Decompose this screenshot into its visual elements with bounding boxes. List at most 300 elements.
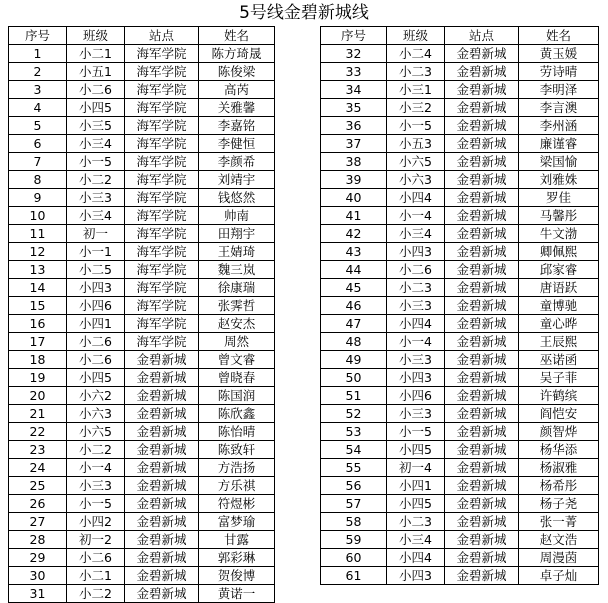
cell-name: 李颜希 (199, 153, 275, 171)
table-row (9, 459, 275, 477)
cell-station: 海军学院 (125, 81, 199, 99)
table-row (9, 477, 275, 495)
cell-number: 56 (321, 477, 387, 495)
cell-name: 方乐祺 (199, 477, 275, 495)
cell-station: 海军学院 (125, 333, 199, 351)
table-row (9, 531, 275, 549)
cell-number: 12 (9, 243, 67, 261)
cell-number: 54 (321, 441, 387, 459)
cell-class: 小六2 (67, 387, 125, 405)
cell-station: 金碧新城 (445, 567, 519, 585)
cell-number: 39 (321, 171, 387, 189)
cell-class: 小三3 (387, 351, 445, 369)
cell-number: 25 (9, 477, 67, 495)
table-row (321, 153, 599, 171)
cell-class: 小二2 (67, 585, 125, 603)
cell-station: 海军学院 (125, 45, 199, 63)
cell-number: 3 (9, 81, 67, 99)
cell-class: 小一4 (387, 207, 445, 225)
cell-name: 王辰熙 (519, 333, 599, 351)
cell-station: 金碧新城 (445, 423, 519, 441)
cell-class: 小二5 (67, 261, 125, 279)
cell-class: 初一 (67, 225, 125, 243)
cell-number: 26 (9, 495, 67, 513)
table-row (321, 63, 599, 81)
cell-number: 13 (9, 261, 67, 279)
cell-station: 金碧新城 (445, 63, 519, 81)
cell-name: 张一菁 (519, 513, 599, 531)
cell-station: 金碧新城 (445, 297, 519, 315)
cell-number: 51 (321, 387, 387, 405)
cell-class: 小四6 (67, 297, 125, 315)
cell-name: 李言澳 (519, 99, 599, 117)
cell-station: 海军学院 (125, 225, 199, 243)
cell-station: 金碧新城 (445, 243, 519, 261)
cell-number: 15 (9, 297, 67, 315)
table-row (9, 99, 275, 117)
cell-class: 小三4 (67, 135, 125, 153)
cell-station: 海军学院 (125, 261, 199, 279)
cell-name: 关雅馨 (199, 99, 275, 117)
cell-class: 小四4 (387, 315, 445, 333)
cell-class: 小四3 (387, 369, 445, 387)
table-row (9, 207, 275, 225)
cell-class: 小三1 (387, 81, 445, 99)
cell-station: 金碧新城 (125, 585, 199, 603)
cell-class: 小六3 (387, 171, 445, 189)
cell-station: 金碧新城 (445, 225, 519, 243)
cell-class: 小四5 (67, 369, 125, 387)
cell-class: 小一1 (67, 243, 125, 261)
cell-class: 小二3 (387, 279, 445, 297)
cell-name: 陈欣鑫 (199, 405, 275, 423)
cell-name: 许鹤缤 (519, 387, 599, 405)
cell-class: 小三3 (387, 297, 445, 315)
cell-station: 金碧新城 (445, 117, 519, 135)
cell-name: 钱悠然 (199, 189, 275, 207)
cell-name: 劳诗晴 (519, 63, 599, 81)
cell-station: 金碧新城 (445, 333, 519, 351)
cell-class: 小一4 (67, 459, 125, 477)
cell-class: 小二1 (67, 45, 125, 63)
cell-station: 金碧新城 (125, 459, 199, 477)
table-row (9, 153, 275, 171)
cell-number: 40 (321, 189, 387, 207)
cell-number: 42 (321, 225, 387, 243)
table-row (321, 117, 599, 135)
cell-station: 金碧新城 (125, 531, 199, 549)
cell-station: 金碧新城 (445, 549, 519, 567)
cell-station: 海军学院 (125, 171, 199, 189)
table-row (9, 45, 275, 63)
cell-station: 金碧新城 (445, 405, 519, 423)
cell-name: 卿佩熙 (519, 243, 599, 261)
cell-name: 卓子灿 (519, 567, 599, 585)
cell-station: 海军学院 (125, 63, 199, 81)
cell-number: 7 (9, 153, 67, 171)
cell-station: 金碧新城 (445, 495, 519, 513)
cell-class: 小一4 (387, 333, 445, 351)
cell-station: 金碧新城 (445, 153, 519, 171)
table-row (9, 243, 275, 261)
cell-station: 金碧新城 (125, 477, 199, 495)
cell-station: 海军学院 (125, 135, 199, 153)
cell-name: 田翔宇 (199, 225, 275, 243)
cell-name: 赵安杰 (199, 315, 275, 333)
cell-class: 小二6 (67, 351, 125, 369)
cell-name: 陈国润 (199, 387, 275, 405)
table-row (9, 81, 275, 99)
cell-station: 金碧新城 (445, 387, 519, 405)
roster-table-left (8, 26, 275, 603)
table-row (321, 225, 599, 243)
table-row (321, 135, 599, 153)
cell-name: 周漫茵 (519, 549, 599, 567)
cell-station: 金碧新城 (445, 45, 519, 63)
cell-name: 杨淑雅 (519, 459, 599, 477)
cell-class: 小一5 (67, 153, 125, 171)
cell-name: 李州涵 (519, 117, 599, 135)
table-row (321, 171, 599, 189)
cell-name: 甘露 (199, 531, 275, 549)
cell-class: 小三3 (67, 189, 125, 207)
cell-name: 魏三岚 (199, 261, 275, 279)
cell-number: 9 (9, 189, 67, 207)
cell-name: 李明泽 (519, 81, 599, 99)
cell-number: 32 (321, 45, 387, 63)
cell-number: 2 (9, 63, 67, 81)
cell-class: 小三5 (67, 117, 125, 135)
cell-name: 黄玉媛 (519, 45, 599, 63)
cell-class: 小四2 (67, 513, 125, 531)
cell-number: 60 (321, 549, 387, 567)
cell-name: 陈俊梁 (199, 63, 275, 81)
cell-station: 海军学院 (125, 99, 199, 117)
cell-number: 17 (9, 333, 67, 351)
cell-number: 23 (9, 441, 67, 459)
header-class: 班级 (67, 27, 125, 45)
cell-class: 小六5 (67, 423, 125, 441)
table-row (321, 513, 599, 531)
cell-number: 45 (321, 279, 387, 297)
cell-class: 小三4 (387, 225, 445, 243)
cell-station: 海军学院 (125, 315, 199, 333)
cell-number: 21 (9, 405, 67, 423)
cell-station: 金碧新城 (125, 351, 199, 369)
cell-station: 海军学院 (125, 117, 199, 135)
table-row (9, 513, 275, 531)
cell-class: 小三4 (67, 207, 125, 225)
table-row (9, 567, 275, 585)
cell-name: 方浩扬 (199, 459, 275, 477)
cell-class: 小四5 (387, 441, 445, 459)
table-row (9, 171, 275, 189)
table-row (321, 279, 599, 297)
cell-number: 46 (321, 297, 387, 315)
cell-name: 杨子尧 (519, 495, 599, 513)
cell-station: 海军学院 (125, 153, 199, 171)
cell-class: 小四4 (387, 549, 445, 567)
cell-station: 金碧新城 (125, 513, 199, 531)
cell-name: 曾文睿 (199, 351, 275, 369)
table-row (321, 387, 599, 405)
cell-number: 58 (321, 513, 387, 531)
table-row (321, 297, 599, 315)
cell-number: 34 (321, 81, 387, 99)
cell-number: 44 (321, 261, 387, 279)
cell-number: 49 (321, 351, 387, 369)
cell-name: 陈致轩 (199, 441, 275, 459)
table-row (321, 189, 599, 207)
cell-class: 小四1 (67, 315, 125, 333)
table-row (321, 315, 599, 333)
cell-station: 金碧新城 (125, 495, 199, 513)
cell-number: 5 (9, 117, 67, 135)
cell-station: 金碧新城 (445, 279, 519, 297)
cell-number: 29 (9, 549, 67, 567)
header-number: 序号 (321, 27, 387, 45)
cell-name: 陈怡晴 (199, 423, 275, 441)
table-row (321, 261, 599, 279)
table-row (321, 549, 599, 567)
table-row (321, 81, 599, 99)
table-row (9, 351, 275, 369)
cell-name: 巫诺函 (519, 351, 599, 369)
cell-class: 小五1 (67, 63, 125, 81)
cell-name: 高芮 (199, 81, 275, 99)
cell-station: 金碧新城 (445, 441, 519, 459)
cell-number: 20 (9, 387, 67, 405)
cell-station: 海军学院 (125, 207, 199, 225)
cell-class: 小四3 (387, 567, 445, 585)
table-row (9, 63, 275, 81)
table-row (321, 333, 599, 351)
cell-class: 小四6 (387, 387, 445, 405)
cell-class: 小四5 (67, 99, 125, 117)
cell-number: 35 (321, 99, 387, 117)
table-row (9, 117, 275, 135)
cell-name: 陈方琦晟 (199, 45, 275, 63)
cell-station: 金碧新城 (125, 567, 199, 585)
cell-station: 金碧新城 (445, 369, 519, 387)
cell-name: 曾晓春 (199, 369, 275, 387)
cell-number: 31 (9, 585, 67, 603)
cell-number: 61 (321, 567, 387, 585)
cell-class: 初一2 (67, 531, 125, 549)
cell-number: 10 (9, 207, 67, 225)
cell-station: 金碧新城 (125, 369, 199, 387)
cell-class: 小二6 (67, 81, 125, 99)
table-row (321, 423, 599, 441)
cell-class: 小二6 (387, 261, 445, 279)
table-row (9, 495, 275, 513)
cell-class: 小四4 (387, 189, 445, 207)
cell-station: 海军学院 (125, 279, 199, 297)
table-row (9, 387, 275, 405)
table-row (9, 369, 275, 387)
cell-number: 33 (321, 63, 387, 81)
table-row (321, 405, 599, 423)
table-row (9, 315, 275, 333)
cell-station: 金碧新城 (445, 315, 519, 333)
cell-class: 小六3 (67, 405, 125, 423)
cell-station: 金碧新城 (445, 531, 519, 549)
cell-class: 小四3 (387, 243, 445, 261)
cell-number: 27 (9, 513, 67, 531)
cell-station: 金碧新城 (445, 135, 519, 153)
cell-station: 金碧新城 (445, 477, 519, 495)
cell-station: 金碧新城 (445, 171, 519, 189)
cell-station: 金碧新城 (445, 351, 519, 369)
cell-name: 徐康瑞 (199, 279, 275, 297)
cell-class: 小五3 (387, 135, 445, 153)
roster-table-right (320, 26, 599, 585)
cell-number: 50 (321, 369, 387, 387)
cell-number: 36 (321, 117, 387, 135)
cell-class: 小四3 (67, 279, 125, 297)
cell-name: 杨华添 (519, 441, 599, 459)
cell-name: 富梦瑜 (199, 513, 275, 531)
table-row (9, 189, 275, 207)
table-row (9, 333, 275, 351)
table-row (9, 585, 275, 603)
cell-number: 37 (321, 135, 387, 153)
table-row (9, 135, 275, 153)
cell-name: 牛文渤 (519, 225, 599, 243)
table-row (321, 531, 599, 549)
cell-number: 4 (9, 99, 67, 117)
cell-station: 海军学院 (125, 297, 199, 315)
cell-name: 帅南 (199, 207, 275, 225)
table-row (321, 567, 599, 585)
cell-station: 金碧新城 (445, 513, 519, 531)
table-row (9, 225, 275, 243)
table-row (321, 243, 599, 261)
header-row (9, 27, 275, 45)
cell-name: 李健恒 (199, 135, 275, 153)
cell-number: 14 (9, 279, 67, 297)
cell-class: 小二3 (387, 513, 445, 531)
cell-number: 24 (9, 459, 67, 477)
cell-class: 小一5 (67, 495, 125, 513)
cell-number: 22 (9, 423, 67, 441)
table-row (9, 549, 275, 567)
cell-station: 金碧新城 (445, 261, 519, 279)
cell-station: 金碧新城 (125, 387, 199, 405)
cell-number: 11 (9, 225, 67, 243)
cell-number: 6 (9, 135, 67, 153)
cell-station: 金碧新城 (125, 549, 199, 567)
table-row (321, 495, 599, 513)
cell-name: 邱家睿 (519, 261, 599, 279)
cell-number: 47 (321, 315, 387, 333)
cell-number: 30 (9, 567, 67, 585)
cell-station: 金碧新城 (445, 81, 519, 99)
cell-name: 郭彩琳 (199, 549, 275, 567)
cell-name: 黄诺一 (199, 585, 275, 603)
cell-number: 41 (321, 207, 387, 225)
cell-class: 小一5 (387, 423, 445, 441)
cell-number: 57 (321, 495, 387, 513)
cell-class: 小四1 (387, 477, 445, 495)
cell-name: 李嘉铭 (199, 117, 275, 135)
cell-number: 59 (321, 531, 387, 549)
cell-class: 小二3 (387, 63, 445, 81)
cell-name: 刘雅姝 (519, 171, 599, 189)
header-station: 站点 (125, 27, 199, 45)
cell-name: 罗佳 (519, 189, 599, 207)
cell-class: 初一4 (387, 459, 445, 477)
table-row (321, 477, 599, 495)
cell-name: 童心晔 (519, 315, 599, 333)
cell-class: 小三3 (67, 477, 125, 495)
table-row (9, 423, 275, 441)
cell-class: 小三2 (387, 99, 445, 117)
table-row (9, 279, 275, 297)
table-row (9, 441, 275, 459)
cell-class: 小一5 (387, 117, 445, 135)
cell-station: 金碧新城 (125, 423, 199, 441)
table-row (9, 297, 275, 315)
table-row (9, 405, 275, 423)
cell-number: 1 (9, 45, 67, 63)
header-name: 姓名 (519, 27, 599, 45)
cell-class: 小二4 (387, 45, 445, 63)
table-row (321, 369, 599, 387)
cell-station: 金碧新城 (445, 459, 519, 477)
header-row (321, 27, 599, 45)
table-row (321, 459, 599, 477)
table-row (321, 207, 599, 225)
cell-name: 唐语跃 (519, 279, 599, 297)
cell-number: 48 (321, 333, 387, 351)
cell-class: 小二2 (67, 441, 125, 459)
cell-number: 8 (9, 171, 67, 189)
cell-name: 阎恺安 (519, 405, 599, 423)
cell-number: 28 (9, 531, 67, 549)
cell-name: 童博驰 (519, 297, 599, 315)
cell-class: 小三4 (387, 531, 445, 549)
cell-name: 杨希彤 (519, 477, 599, 495)
cell-class: 小四5 (387, 495, 445, 513)
header-class: 班级 (387, 27, 445, 45)
cell-class: 小二6 (67, 549, 125, 567)
table-row (9, 261, 275, 279)
cell-name: 贺俊博 (199, 567, 275, 585)
table-row (321, 45, 599, 63)
cell-station: 海军学院 (125, 189, 199, 207)
cell-number: 52 (321, 405, 387, 423)
cell-name: 马馨彤 (519, 207, 599, 225)
cell-station: 金碧新城 (125, 405, 199, 423)
cell-name: 吴子菲 (519, 369, 599, 387)
cell-number: 19 (9, 369, 67, 387)
cell-class: 小二1 (67, 567, 125, 585)
cell-name: 王婧琦 (199, 243, 275, 261)
cell-number: 53 (321, 423, 387, 441)
cell-class: 小三3 (387, 405, 445, 423)
table-row (321, 351, 599, 369)
cell-station: 金碧新城 (125, 441, 199, 459)
cell-station: 金碧新城 (445, 99, 519, 117)
cell-class: 小二6 (67, 333, 125, 351)
table-row (321, 441, 599, 459)
cell-name: 颜智烨 (519, 423, 599, 441)
cell-name: 梁国愉 (519, 153, 599, 171)
cell-name: 符煜彬 (199, 495, 275, 513)
cell-station: 金碧新城 (445, 189, 519, 207)
cell-number: 55 (321, 459, 387, 477)
